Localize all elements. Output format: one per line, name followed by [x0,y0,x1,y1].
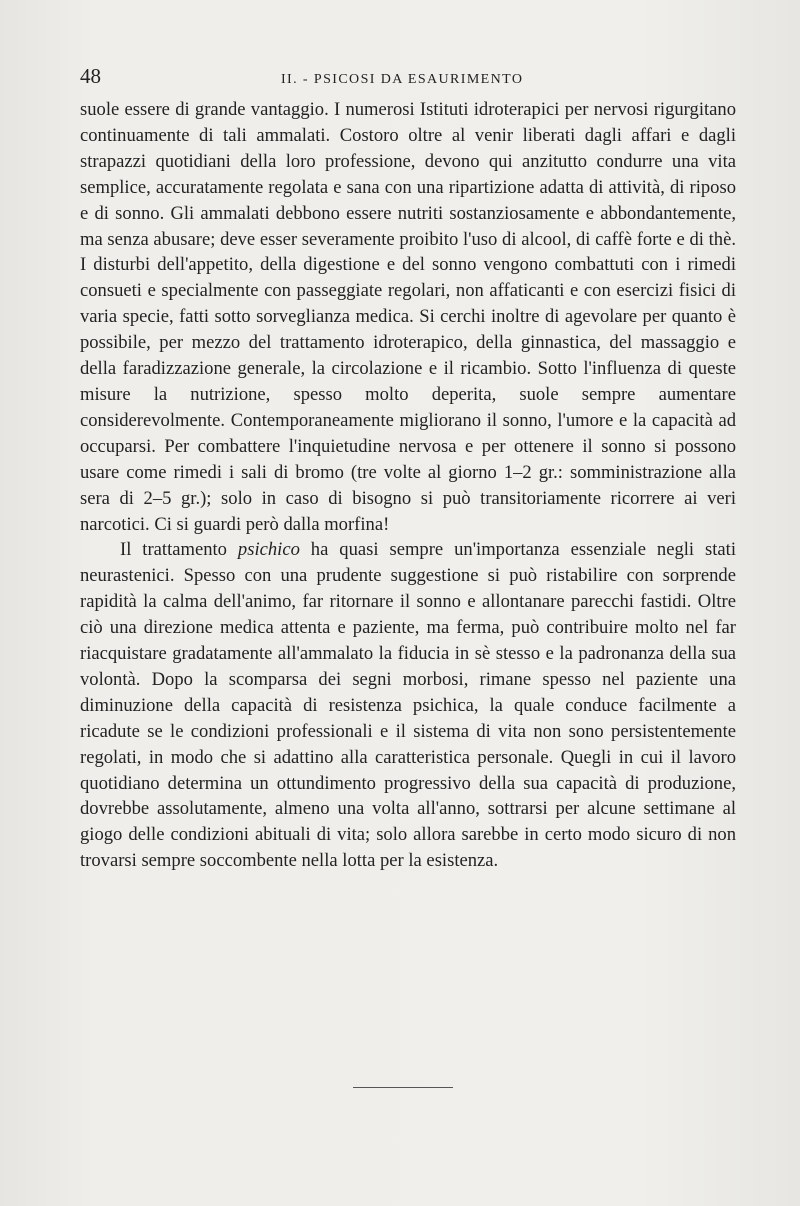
paragraph-psychic-treatment [80,537,736,874]
running-title: II. - PSICOSI DA ESAURIMENTO [281,72,524,87]
end-rule [353,1087,453,1088]
paragraph-text-before: Il trattamento [120,539,238,561]
emphasis-psichico: psichico [237,539,300,561]
paragraph-continuation: suole essere di grande vantaggio. I numerosi Istituti idroterapici per nervosi rigurgitano continuamente di tali ammalati. Costoro oltre al venir liberati dagli affari e dagli strapazzi quotidiani della loro professione, devono qui anzitutto condurre una vita semplice, accuratamente regolata e sana con una ripartizione adatta di attività, di riposo e di sonno. Gli ammalati debbono essere nutriti sostanziosamente e abbondantemente, ma senza abusare; deve esser severamente proibito l'uso di alcool, di caffè forte e di thè. I disturbi dell'appetito, della digestione e del sonno vengono combattuti con i rimedi consueti e specialmente con passeggiate regolari, non affaticanti e con esercizi fisici di varia specie, fatti sotto sorveglianza medica. Si cerchi inoltre di agevolare per quanto è possibile, per mezzo del trattamento idroterapico, della ginnastica, del massaggio e della faradizzazione generale, la circolazione e il ricambio. Sotto l'influenza di queste misure la nutrizione, spesso molto deperita, suole sempre aumentare considerevolmente. Contemporaneamente migliorano il sonno, l'umore e la capacità ad occuparsi. Per combattere l'inquietudine nervosa e per ottenere il sonno si possono usare come rimedi i sali di bromo (tre volte al giorno 1–2 gr.: somministrazione alla sera di 2–5 gr.); solo in caso di bisogno si può transitoriamente ricorrere ai veri narcotici. Ci si guardi però dalla morfina! [80,99,736,535]
body-text [80,97,736,874]
page-number: 48 [80,64,101,88]
paragraph-text-after: ha quasi sempre un'importanza essenziale negli stati neurastenici. Spesso con una prudente suggestione si può ristabilire con sorprende rapidità la calma dell'animo, far ritornare il sonno e allontanare parecchi fastidi. Oltre ciò una direzione medica attenta e paziente, ma ferma, può contribuire molto nel far riacquistare gradatamente all'ammalato la fiducia in sè stesso e la padronanza della sua volontà. Dopo la scomparsa dei segni morbosi, rimane spesso nel paziente una diminuzione della capacità di resistenza psichica, la quale conduce facilmente a ricadute se le condizioni professionali e il sistema di vita non sono persistentemente regolati, in modo che si adattino alla caratteristica personale. Quegli in cui il lavoro quotidiano determina un ottundimento progressivo della sua capacità di produzione, dovrebbe assolutamente, almeno una volta all'anno, sottrarsi per alcune settimane al giogo delle condizioni abituali di vita; solo allora sarebbe in certo modo sicuro di non trovarsi sempre soccombente nella lotta per la esistenza. [80,539,737,872]
page-header [80,64,736,89]
